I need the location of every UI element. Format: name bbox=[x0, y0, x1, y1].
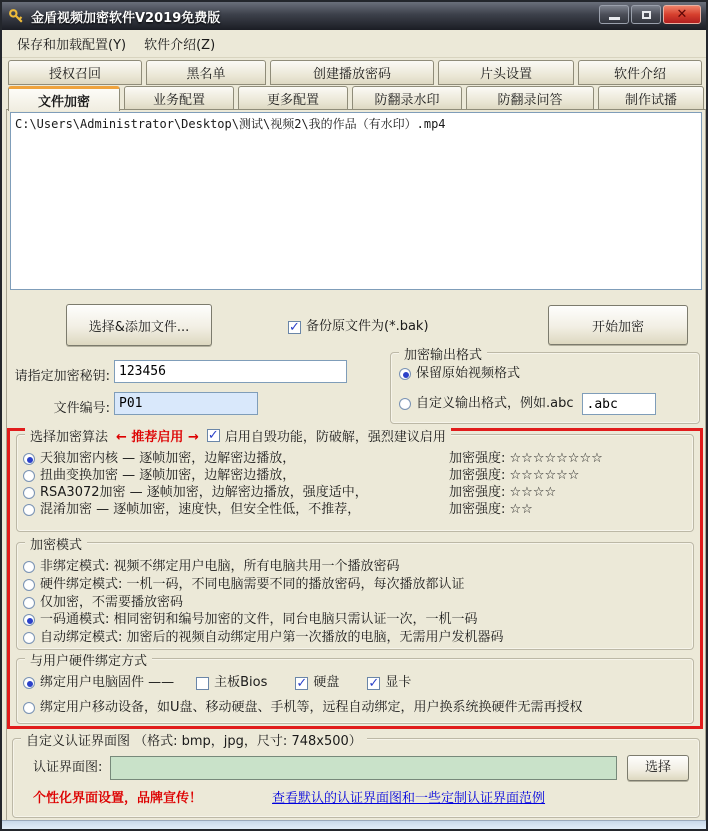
radio-bind-mobile[interactable] bbox=[23, 702, 35, 714]
minimize-button[interactable] bbox=[599, 5, 629, 24]
radio-mode-autobind[interactable] bbox=[23, 632, 35, 644]
radio-mode-encrypt-only-label: 仅加密，不需要播放密码 bbox=[40, 595, 184, 610]
radio-mode-autobind-row bbox=[23, 630, 504, 646]
tab-file-encrypt[interactable]: 文件加密 bbox=[8, 86, 120, 111]
minimize-icon bbox=[609, 17, 620, 20]
radio-keep-original-label: 保留原始视频格式 bbox=[416, 366, 521, 381]
radio-mode-unbound[interactable] bbox=[23, 561, 35, 573]
output-format-legend: 加密输出格式 bbox=[399, 344, 487, 363]
radio-algo-twist-row bbox=[23, 468, 687, 484]
checkbox-harddisk-label: 硬盘 bbox=[313, 675, 340, 690]
radio-keep-original[interactable] bbox=[399, 368, 411, 380]
maximize-icon bbox=[642, 11, 651, 19]
sample-ui-link[interactable]: 查看默认的认证界面图和一些定制认证界面范例 bbox=[272, 791, 546, 806]
tab-trial-making[interactable]: 制作试播 bbox=[598, 86, 704, 110]
radio-algo-obfuscate-label: 混淆加密 — 逐帧加密，速度快，但安全性低，不推荐， bbox=[40, 502, 361, 517]
radio-custom-format-row bbox=[399, 393, 656, 415]
window-bottom-frame bbox=[2, 820, 706, 829]
file-list-item[interactable]: C:\Users\Administrator\Desktop\测试\视频2\我的作品（有水印）.mp4 bbox=[15, 117, 446, 131]
radio-algo-tianlang-label: 天狼加密内核 — 逐帧加密，边解密边播放， bbox=[40, 451, 296, 466]
backup-checkbox[interactable] bbox=[288, 321, 301, 334]
tab-business-config[interactable]: 业务配置 bbox=[124, 86, 234, 110]
tab-auth-recall[interactable]: 授权召回 bbox=[8, 60, 142, 85]
self-destruct-checkbox[interactable] bbox=[207, 429, 220, 442]
radio-mode-encrypt-only[interactable] bbox=[23, 597, 35, 609]
radio-algo-twist-label: 扭曲变换加密 — 逐帧加密，边解密边播放， bbox=[40, 468, 296, 483]
ui-image-label: 认证界面图: bbox=[33, 760, 103, 775]
tab-anti-record-qa[interactable]: 防翻录问答 bbox=[466, 86, 594, 110]
encrypt-key-input[interactable] bbox=[114, 360, 347, 383]
promo-text: 个性化界面设置，品牌宣传！ bbox=[33, 791, 203, 806]
file-number-label: 文件编号: bbox=[53, 401, 110, 416]
radio-mode-onepass[interactable] bbox=[23, 614, 35, 626]
radio-mode-autobind-label: 自动绑定模式: 加密后的视频自动绑定用户第一次播放的电脑，无需用户发机器码 bbox=[40, 630, 504, 645]
backup-checkbox-label: 备份原文件为(*.bak) bbox=[306, 319, 429, 334]
algo-strength-0: 加密强度: ☆☆☆☆☆☆☆☆ bbox=[449, 451, 603, 466]
tab-blacklist[interactable]: 黑名单 bbox=[146, 60, 266, 85]
hardware-bind-legend: 与用户硬件绑定方式 bbox=[25, 650, 152, 669]
radio-mode-hardware[interactable] bbox=[23, 579, 35, 591]
radio-bind-mobile-row bbox=[23, 700, 583, 716]
file-number-input[interactable] bbox=[114, 392, 258, 415]
window-title: 金盾视频加密软件V2019免费版 bbox=[31, 10, 221, 26]
checkbox-harddisk[interactable] bbox=[295, 677, 308, 690]
tab-intro-settings[interactable]: 片头设置 bbox=[438, 60, 574, 85]
output-format-group bbox=[390, 348, 700, 424]
encrypt-mode-group bbox=[16, 538, 694, 650]
radio-algo-tianlang[interactable] bbox=[23, 453, 35, 465]
ui-image-path-input[interactable] bbox=[110, 756, 617, 780]
menu-item-software-intro[interactable]: 软件介绍(Z) bbox=[144, 38, 216, 53]
radio-bind-firmware-label: 绑定用户电脑固件 —— bbox=[40, 675, 175, 690]
tab-row-back bbox=[8, 60, 702, 85]
checkbox-bios-label: 主板Bios bbox=[214, 675, 268, 690]
key-icon bbox=[8, 8, 25, 25]
radio-custom-format-label: 自定义输出格式，例如.abc bbox=[416, 396, 574, 411]
radio-mode-unbound-label: 非绑定模式: 视频不绑定用户电脑，所有电脑共用一个播放密码 bbox=[40, 559, 400, 574]
algo-strength-3: 加密强度: ☆☆ bbox=[449, 502, 533, 517]
maximize-button[interactable] bbox=[631, 5, 661, 24]
radio-custom-format[interactable] bbox=[399, 398, 411, 410]
promo-row bbox=[33, 791, 545, 807]
radio-mode-onepass-row bbox=[23, 612, 478, 628]
ui-image-row bbox=[33, 755, 689, 781]
add-files-button[interactable]: 选择&添加文件... bbox=[66, 304, 212, 346]
radio-bind-firmware-row bbox=[23, 675, 411, 691]
tab-anti-record-watermark[interactable]: 防翻录水印 bbox=[352, 86, 462, 110]
algo-strength-1: 加密强度: ☆☆☆☆☆☆ bbox=[449, 468, 580, 483]
encrypt-mode-legend: 加密模式 bbox=[25, 534, 87, 553]
hardware-bind-group bbox=[16, 654, 694, 724]
title-bar bbox=[2, 2, 706, 30]
tab-software-intro[interactable]: 软件介绍 bbox=[578, 60, 702, 85]
checkbox-bios[interactable] bbox=[196, 677, 209, 690]
menu-bar bbox=[2, 30, 706, 58]
custom-ui-group bbox=[12, 734, 700, 818]
radio-bind-mobile-label: 绑定用户移动设备，如U盘、移动硬盘、手机等，远程自动绑定，用户换系统换硬件无需再授权 bbox=[40, 700, 583, 715]
radio-algo-rsa3072[interactable] bbox=[23, 487, 35, 499]
menu-item-save-load-config[interactable]: 保存和加载配置(Y) bbox=[17, 38, 127, 53]
checkbox-gpu[interactable] bbox=[367, 677, 380, 690]
radio-algo-obfuscate-row bbox=[23, 502, 687, 518]
radio-algo-twist[interactable] bbox=[23, 470, 35, 482]
self-destruct-label: 启用自毁功能，防破解，强烈建议启用 bbox=[224, 430, 446, 445]
start-encrypt-button[interactable]: 开始加密 bbox=[548, 305, 688, 345]
close-button[interactable] bbox=[663, 5, 701, 24]
radio-algo-tianlang-row bbox=[23, 451, 687, 467]
radio-keep-original-row bbox=[399, 366, 520, 382]
key-label: 请指定加密秘钥: bbox=[14, 369, 110, 384]
checkbox-gpu-label: 显卡 bbox=[385, 675, 412, 690]
radio-algo-rsa3072-label: RSA3072加密 — 逐帧加密，边解密边播放，强度适中， bbox=[40, 485, 368, 500]
choose-image-button[interactable]: 选择 bbox=[627, 755, 689, 781]
radio-mode-hardware-row bbox=[23, 577, 465, 593]
radio-mode-hardware-label: 硬件绑定模式: 一机一码，不同电脑需要不同的播放密码，每次播放都认证 bbox=[40, 577, 465, 592]
file-list[interactable] bbox=[10, 112, 702, 290]
recommend-arrows-note: ← 推荐启用 → bbox=[116, 430, 199, 445]
radio-mode-encrypt-only-row bbox=[23, 595, 183, 611]
custom-ui-legend: 自定义认证界面图 （格式: bmp，jpg，尺寸: 748x500） bbox=[21, 730, 367, 749]
radio-bind-firmware[interactable] bbox=[23, 677, 35, 689]
custom-ext-input[interactable] bbox=[582, 393, 656, 415]
algo-strength-2: 加密强度: ☆☆☆☆ bbox=[449, 485, 557, 500]
radio-algo-obfuscate[interactable] bbox=[23, 504, 35, 516]
radio-mode-onepass-label: 一码通模式: 相同密钥和编号加密的文件，同台电脑只需认证一次，一机一码 bbox=[40, 612, 478, 627]
backup-checkbox-row bbox=[288, 319, 429, 335]
radio-mode-unbound-row bbox=[23, 559, 400, 575]
tab-row-front bbox=[8, 86, 704, 110]
algorithm-group bbox=[16, 430, 694, 532]
algorithm-legend-text: 选择加密算法 bbox=[30, 430, 109, 445]
radio-algo-rsa3072-row bbox=[23, 485, 687, 501]
close-icon: ✕ bbox=[676, 7, 688, 22]
algorithm-legend bbox=[25, 426, 451, 445]
tab-more-config[interactable]: 更多配置 bbox=[238, 86, 348, 110]
tab-create-password[interactable]: 创建播放密码 bbox=[270, 60, 434, 85]
